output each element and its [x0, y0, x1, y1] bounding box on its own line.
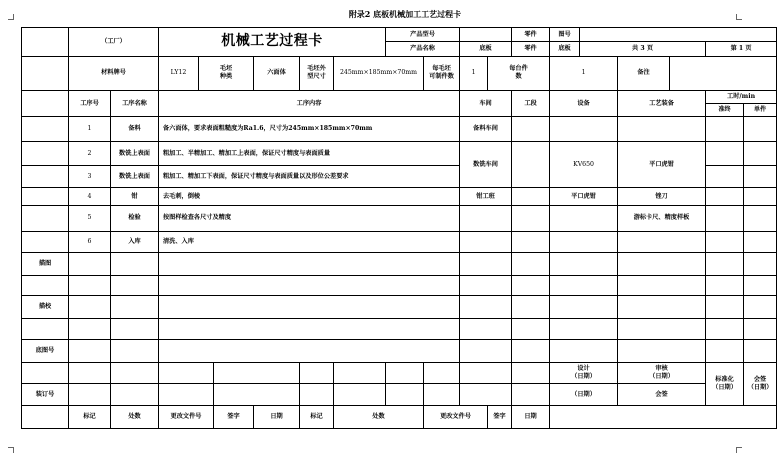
blank-size-value: 245mm×185mm×70mm — [334, 56, 424, 90]
countersign-extra: 会签 — [618, 383, 706, 406]
op-no: 6 — [69, 231, 111, 253]
table-row — [22, 340, 777, 363]
design-signoff: 设计 （日期） — [550, 363, 618, 384]
op-time-unit — [744, 117, 777, 142]
footer-mark-2: 标记 — [300, 406, 334, 429]
op-name: 数铣上表面 — [111, 142, 159, 166]
side-blank-cell — [22, 165, 69, 188]
col-time: 工时/min — [706, 90, 777, 103]
process-card-table — [21, 27, 777, 429]
side-blank-cell — [22, 363, 69, 384]
drawing-no-value — [580, 28, 777, 42]
op-time-unit — [744, 165, 777, 188]
footer-count-2: 处数 — [334, 406, 424, 429]
part-name-value: 底板 — [460, 42, 512, 56]
op-name: 入库 — [111, 231, 159, 253]
table-row — [22, 142, 777, 166]
card-title: 机械工艺过程卡 — [159, 28, 386, 57]
table-row — [22, 318, 777, 340]
table-row — [22, 231, 777, 253]
footer-change-doc: 更改文件号 — [159, 406, 214, 429]
page-corner-mark — [736, 447, 742, 453]
op-time-prep — [706, 231, 744, 253]
factory-name: （工厂） — [69, 28, 159, 57]
side-label-proofread: 描校 — [22, 296, 69, 319]
col-equipment: 设备 — [550, 90, 618, 117]
side-blank-cell — [22, 275, 69, 296]
table-row — [22, 188, 777, 205]
op-section — [512, 117, 550, 142]
op-no: 5 — [69, 205, 111, 231]
op-equipment — [550, 231, 618, 253]
op-no: 3 — [69, 165, 111, 188]
op-time-prep — [706, 205, 744, 231]
countersign-signoff: 会签 （日期） — [744, 363, 777, 406]
product-model-value — [460, 28, 512, 42]
op-no: 4 — [69, 188, 111, 205]
remarks-label: 备注 — [618, 56, 670, 90]
material-label: 材料牌号 — [69, 56, 159, 90]
op-name: 检验 — [111, 205, 159, 231]
op-content: 按图样检查各尺寸及精度 — [159, 205, 460, 231]
table-row — [22, 296, 777, 319]
approval-row — [22, 383, 777, 406]
side-blank-cell — [22, 117, 69, 142]
part-name-label: 零件 — [512, 42, 550, 56]
design-date-extra: （日期） — [550, 383, 618, 406]
side-blank-cell — [22, 142, 69, 166]
op-time-prep — [706, 142, 744, 166]
op-time-unit — [744, 188, 777, 205]
op-time-unit — [744, 142, 777, 166]
footer-blank — [550, 406, 777, 429]
col-fixture: 工艺装备 — [618, 90, 706, 117]
op-fixture: 平口虎钳 — [618, 142, 706, 188]
op-name: 钳 — [111, 188, 159, 205]
material-value: LY12 — [159, 56, 199, 90]
review-signoff: 审核 （日期） — [618, 363, 706, 384]
op-workshop: 钳工班 — [460, 188, 512, 205]
col-op-content: 工序内容 — [159, 90, 460, 117]
op-time-prep — [706, 165, 744, 188]
page-corner-mark — [8, 14, 14, 20]
op-content: 去毛刺，倒棱 — [159, 188, 460, 205]
footer-date: 日期 — [254, 406, 300, 429]
footer-count: 处数 — [111, 406, 159, 429]
col-op-name: 工序名称 — [111, 90, 159, 117]
op-content: 粗加工、精加工下表面，保证尺寸精度与表面质量以及形位公差要求 — [159, 165, 460, 188]
op-no: 2 — [69, 142, 111, 166]
op-equipment: KV650 — [550, 142, 618, 188]
col-section: 工段 — [512, 90, 550, 117]
side-blank-cell — [22, 231, 69, 253]
col-op-no: 工序号 — [69, 90, 111, 117]
colhead-blank-cell — [22, 90, 69, 117]
op-workshop — [460, 231, 512, 253]
document-caption: 附录2 底板机械加工工艺过程卡 — [348, 9, 462, 19]
op-fixture: 游标卡尺、精度样板 — [618, 205, 706, 231]
op-time-unit — [744, 231, 777, 253]
op-section — [512, 142, 550, 188]
op-no: 1 — [69, 117, 111, 142]
footer-mark: 标记 — [69, 406, 111, 429]
blank-type-value: 六面体 — [254, 56, 300, 90]
side-blank-cell — [22, 205, 69, 231]
op-workshop: 数铣车间 — [460, 142, 512, 188]
standardize-signoff: 标准化 （日期） — [706, 363, 744, 406]
op-equipment — [550, 205, 618, 231]
units-per-product-label: 每台件 数 — [488, 56, 550, 90]
units-per-product-value: 1 — [550, 56, 618, 90]
op-fixture — [618, 117, 706, 142]
pages-total: 共 3 页 — [580, 42, 706, 56]
op-time-prep — [706, 117, 744, 142]
op-workshop — [460, 205, 512, 231]
op-equipment: 平口虎钳 — [550, 188, 618, 205]
op-content: 清洗、入库 — [159, 231, 460, 253]
product-model-label: 产品型号 — [386, 28, 460, 42]
blank-size-label: 毛坯外 型尺寸 — [300, 56, 334, 90]
op-name: 数铣上表面 — [111, 165, 159, 188]
page-current: 第 1 页 — [706, 42, 777, 56]
op-section — [512, 231, 550, 253]
col-time-unit: 单件 — [744, 104, 777, 117]
op-workshop: 备料车间 — [460, 117, 512, 142]
side-label-base-no: 底图号 — [22, 340, 69, 363]
footer-signature-2: 签字 — [488, 406, 512, 429]
drawing-no-label: 图号 — [550, 28, 580, 42]
side-blank-cell — [22, 318, 69, 340]
material-blank-cell — [22, 56, 69, 90]
op-fixture: 锉刀 — [618, 188, 706, 205]
side-blank-cell — [22, 406, 69, 429]
remarks-value — [670, 56, 777, 90]
op-section — [512, 205, 550, 231]
op-time-unit — [744, 205, 777, 231]
side-blank-cell — [22, 188, 69, 205]
op-equipment — [550, 117, 618, 142]
op-content: 粗加工、半精加工、精加工上表面，保证尺寸精度与表面质量 — [159, 142, 460, 166]
page-corner-mark — [736, 14, 742, 20]
product-name-label: 产品名称 — [386, 42, 460, 56]
op-name: 备料 — [111, 117, 159, 142]
revision-footer-row — [22, 406, 777, 429]
blank-type-label: 毛坯 种类 — [199, 56, 254, 90]
col-workshop: 车间 — [460, 90, 512, 117]
op-section — [512, 188, 550, 205]
footer-date-2: 日期 — [512, 406, 550, 429]
parts-per-blank-value: 1 — [460, 56, 488, 90]
footer-change-doc-2: 更改文件号 — [424, 406, 488, 429]
table-row — [22, 253, 777, 276]
footer-signature: 签字 — [214, 406, 254, 429]
table-row — [22, 205, 777, 231]
side-label-trace: 描图 — [22, 253, 69, 276]
op-fixture — [618, 231, 706, 253]
col-time-prep: 准终 — [706, 104, 744, 117]
table-row — [22, 275, 777, 296]
side-label-binding-no: 装订号 — [22, 383, 69, 406]
page-corner-mark — [8, 447, 14, 453]
op-time-prep — [706, 188, 744, 205]
corner-blank-cell — [22, 28, 69, 57]
part-name-col-value: 底板 — [550, 42, 580, 56]
parts-per-blank-label: 每毛坯 可制件数 — [424, 56, 460, 90]
part-label: 零件 — [512, 28, 550, 42]
approval-row — [22, 363, 777, 384]
table-row — [22, 117, 777, 142]
op-content: 备六面体，要求表面粗糙度为Ra1.6，尺寸为245mm×185mm×70mm — [159, 117, 460, 142]
